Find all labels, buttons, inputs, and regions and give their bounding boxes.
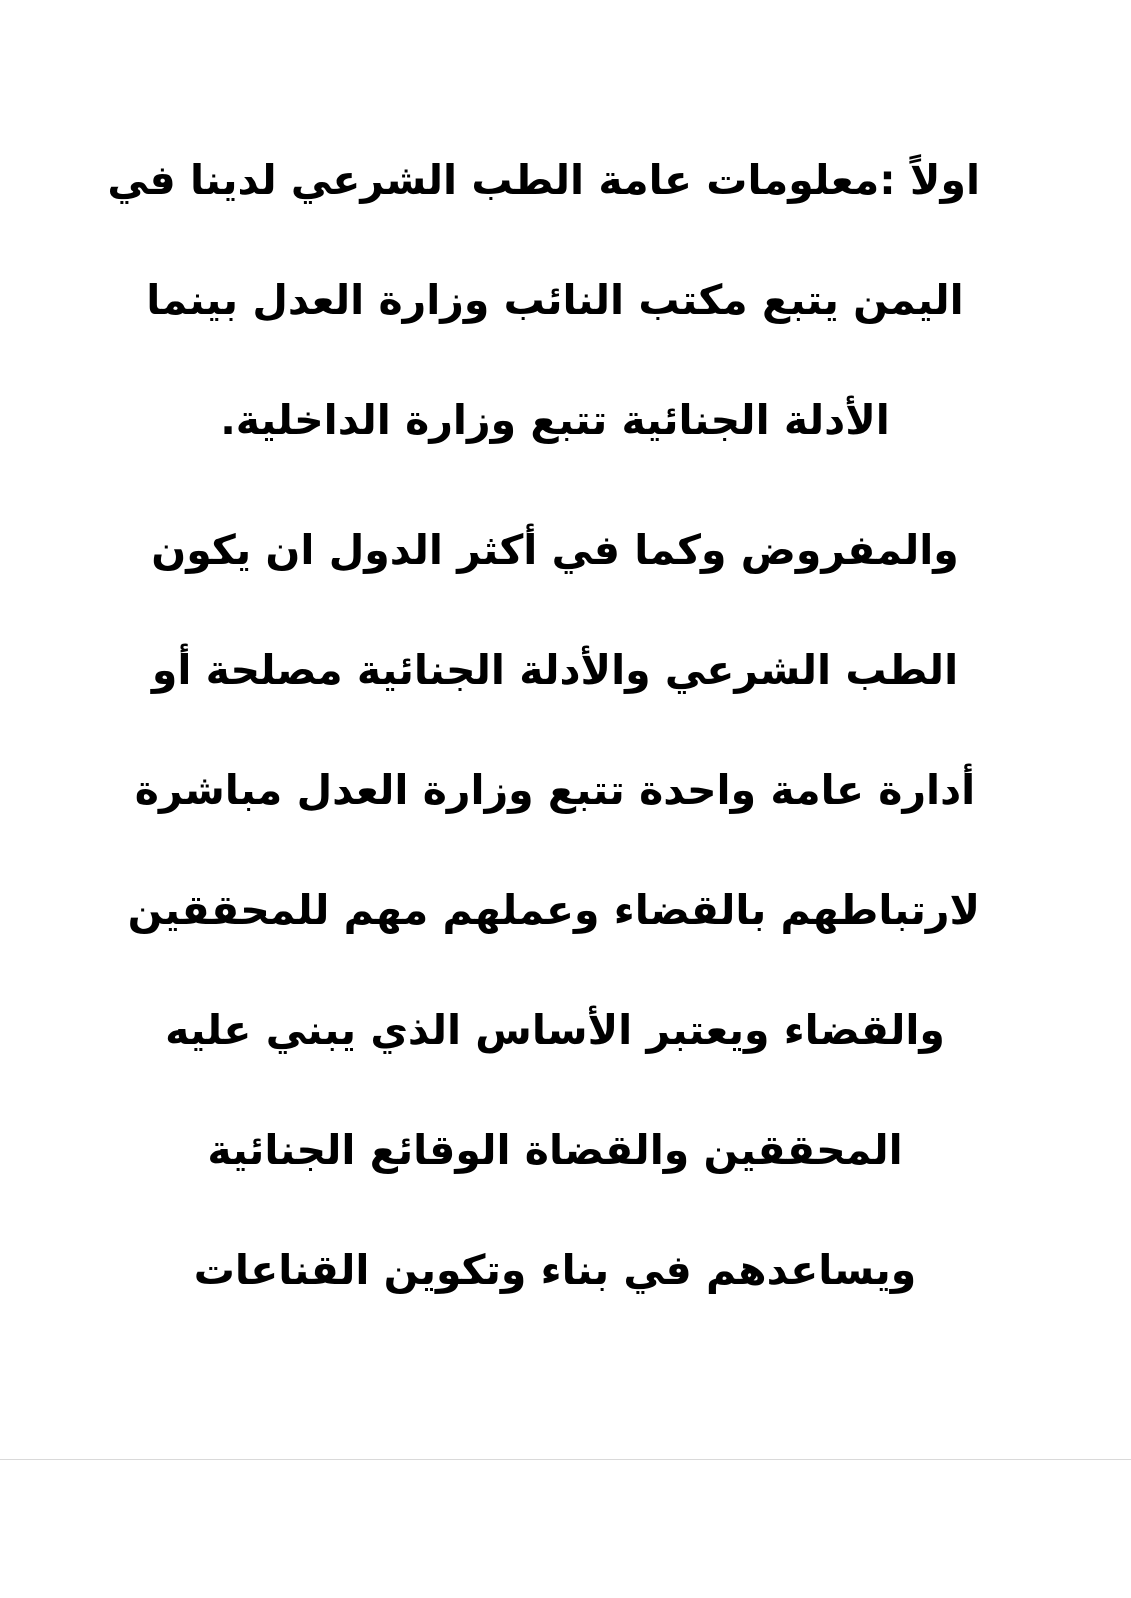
paragraph-line-7: لارتباطهم بالقضاء وعملهم مهم للمحققين [127, 886, 980, 934]
paragraph-line-6: أدارة عامة واحدة تتبع وزارة العدل مباشرة [134, 766, 976, 814]
next-page-area [0, 1460, 1131, 1598]
paragraph-line-4: والمفروض وكما في أكثر الدول ان يكون [151, 526, 959, 574]
paragraph-line-8: والقضاء ويعتبر الأساس الذي يبني عليه [165, 1006, 945, 1054]
paragraph-line-3: الأدلة الجنائية تتبع وزارة الداخلية. [220, 396, 890, 444]
paragraph-line-9: المحققين والقضاة الوقائع الجنائية [207, 1126, 903, 1174]
paragraph-line-5: الطب الشرعي والأدلة الجنائية مصلحة أو [151, 646, 959, 694]
paragraph-line-1: اولاً :معلومات عامة الطب الشرعي لدينا في [107, 156, 980, 204]
document-body [107, 140, 980, 1350]
paragraph-line-2: اليمن يتبع مكتب النائب وزارة العدل بينما [146, 276, 964, 324]
paragraph-line-10: ويساعدهم في بناء وتكوين القناعات [193, 1246, 917, 1294]
